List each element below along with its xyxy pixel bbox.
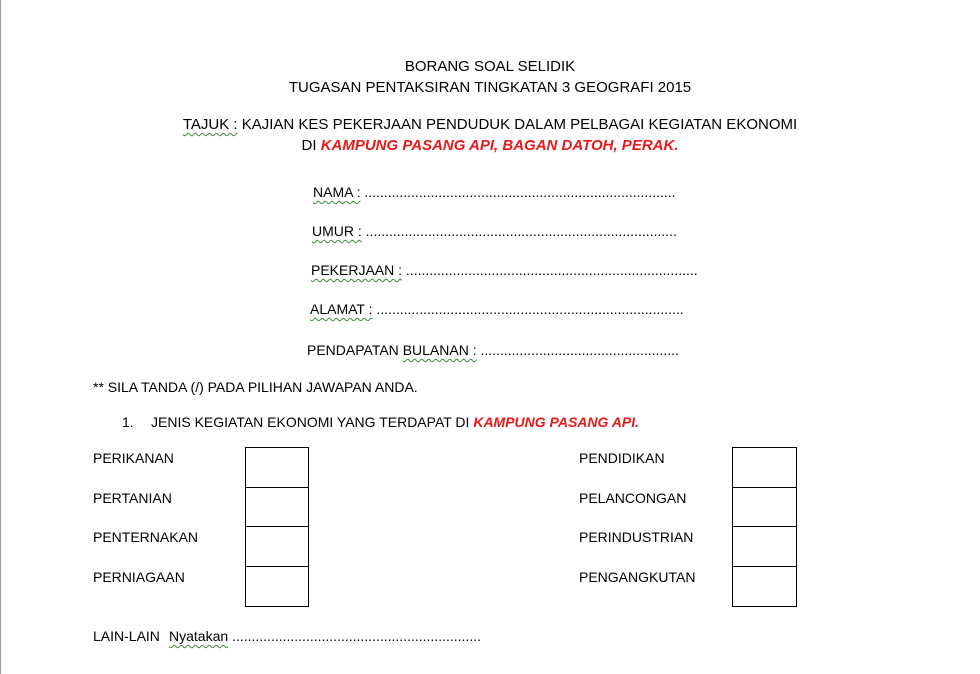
- question-text: JENIS KEGIATAN EKONOMI YANG TERDAPAT DI: [151, 414, 474, 430]
- name-label: NAMA :: [313, 184, 361, 200]
- question-text-line: [151, 414, 639, 430]
- occupation-label: PEKERJAAN :: [311, 262, 403, 278]
- question-number: 1.: [122, 414, 134, 430]
- option-label-perikanan: PERIKANAN: [93, 450, 174, 466]
- income-field[interactable]: [307, 342, 679, 358]
- other-label: LAIN-LAIN: [93, 628, 160, 644]
- topic-location-line: [0, 137, 980, 154]
- topic-prefix: DI: [301, 137, 321, 154]
- option-label-pertanian: PERTANIAN: [93, 490, 172, 506]
- topic-text: KAJIAN KES PEKERJAAN PENDUDUK DALAM PELBAGAI KEGIATAN EKONOMI: [237, 116, 798, 133]
- other-specify: Nyatakan: [169, 628, 229, 644]
- income-dots: ...................................................: [476, 342, 679, 358]
- name-field[interactable]: [313, 184, 676, 200]
- checkbox-pelancongan[interactable]: [732, 487, 797, 527]
- question-location: KAMPUNG PASANG API.: [473, 414, 640, 430]
- option-label-perniagaan: PERNIAGAAN: [93, 569, 185, 585]
- checkbox-perindustrian[interactable]: [732, 526, 797, 567]
- occupation-dots: ...........................................................................: [402, 262, 698, 278]
- option-label-penternakan: PENTERNAKAN: [93, 529, 199, 545]
- address-label: ALAMAT :: [310, 301, 373, 317]
- form-subtitle: TUGASAN PENTAKSIRAN TINGKATAN 3 GEOGRAFI 2015: [288, 79, 692, 96]
- income-label-a: PENDAPATAN: [307, 342, 403, 358]
- occupation-field[interactable]: [311, 262, 698, 278]
- option-label-pendidikan: PENDIDIKAN: [579, 450, 665, 466]
- other-field[interactable]: [169, 628, 481, 644]
- checkbox-perikanan[interactable]: [245, 447, 309, 488]
- income-label-b: BULANAN :: [402, 342, 477, 358]
- checkbox-perniagaan[interactable]: [245, 566, 309, 607]
- topic-label: TAJUK :: [182, 116, 238, 133]
- address-field[interactable]: [310, 301, 684, 317]
- option-label-perindustrian: PERINDUSTRIAN: [579, 529, 694, 545]
- address-dots: ...............................................................................: [372, 301, 684, 317]
- option-label-pengangkutan: PENGANGKUTAN: [579, 569, 696, 585]
- name-dots: ................................................................................: [360, 184, 676, 200]
- form-title: BORANG SOAL SELIDIK: [404, 58, 576, 75]
- topic-location: KAMPUNG PASANG API, BAGAN DATOH, PERAK.: [320, 137, 679, 154]
- age-label: UMUR :: [312, 223, 362, 239]
- checkbox-penternakan[interactable]: [245, 526, 309, 567]
- topic-line: [0, 116, 980, 133]
- option-label-pelancongan: PELANCONGAN: [579, 490, 687, 506]
- checkbox-pengangkutan[interactable]: [732, 566, 797, 607]
- checkbox-pendidikan[interactable]: [732, 447, 797, 488]
- age-field[interactable]: [312, 223, 677, 239]
- checkbox-pertanian[interactable]: [245, 487, 309, 527]
- page-edge: [0, 0, 1, 674]
- other-dots: ................................................................: [228, 628, 481, 644]
- instruction: ** SILA TANDA (/) PADA PILIHAN JAWAPAN ANDA.: [93, 379, 418, 395]
- age-dots: ................................................................................: [361, 223, 677, 239]
